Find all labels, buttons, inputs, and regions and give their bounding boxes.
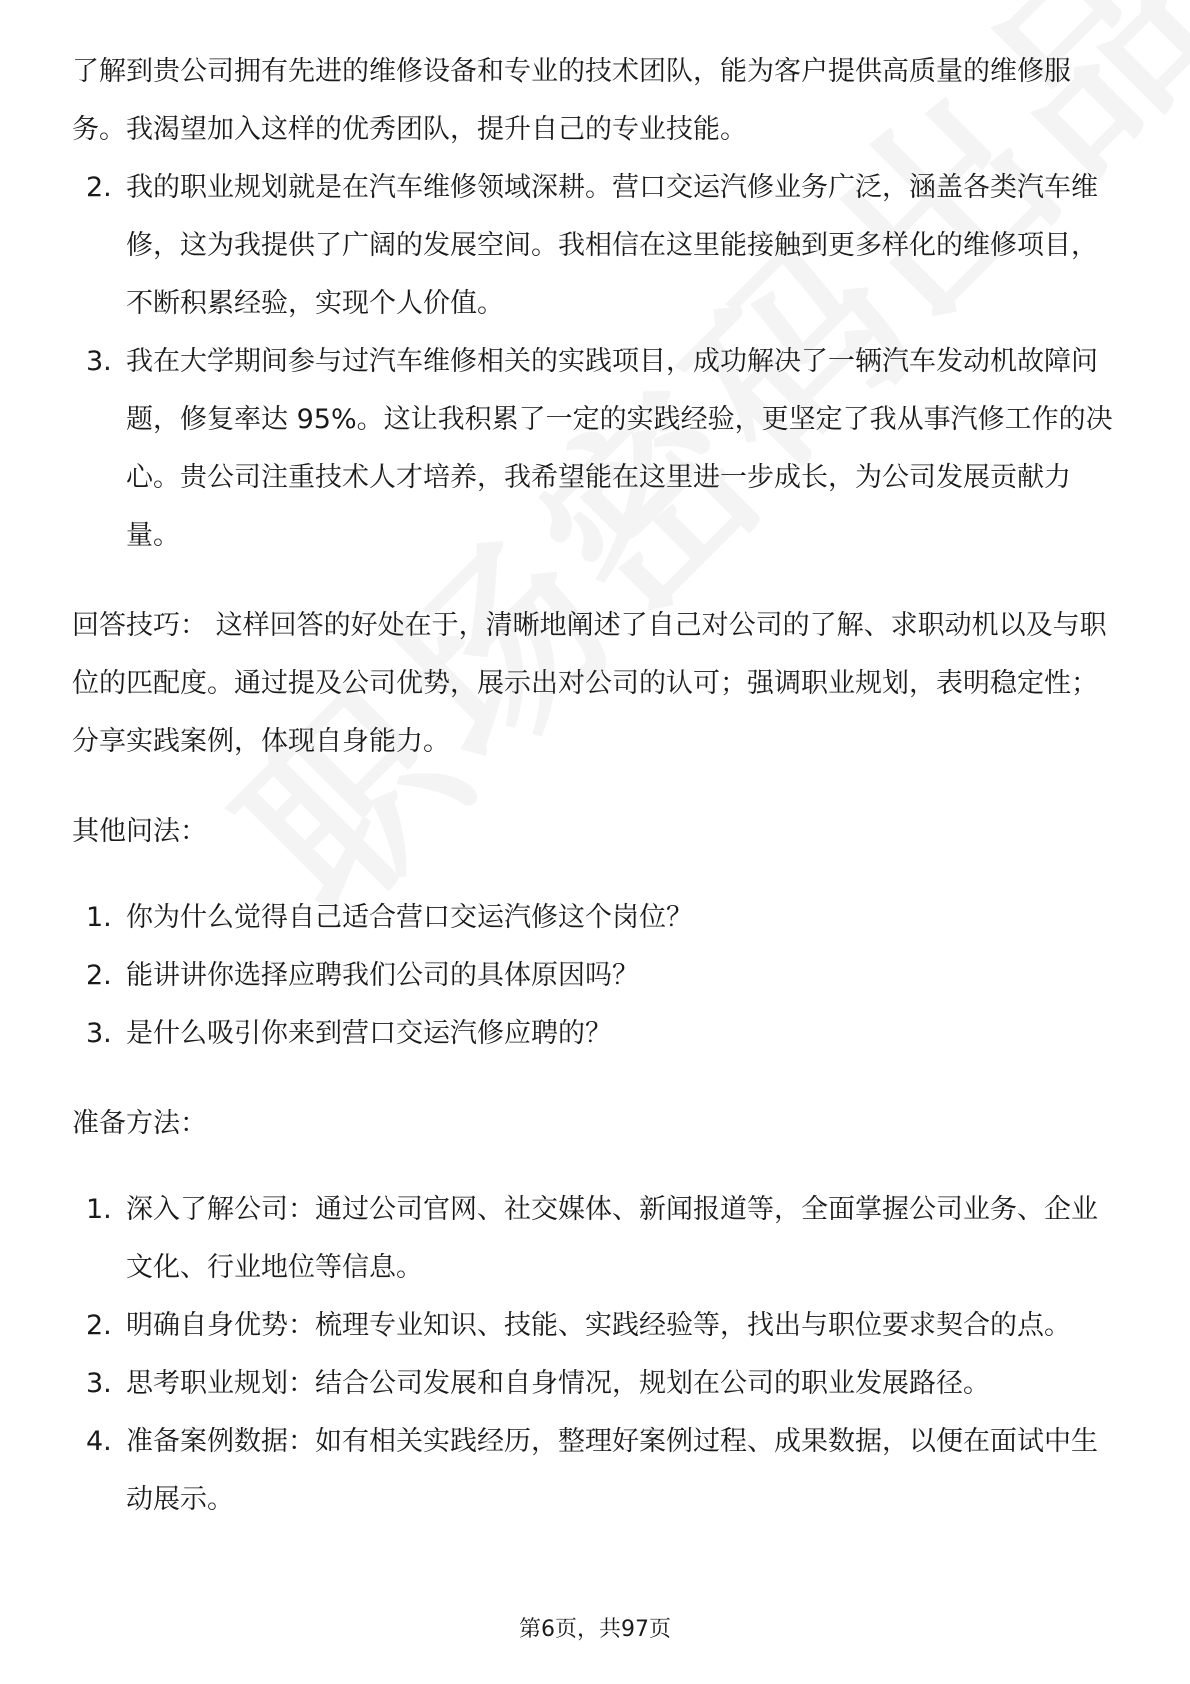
other-questions-heading: 其他问法： [72, 816, 207, 847]
page-number-footer: 第6页，共97页 [519, 1617, 671, 1642]
list-item-text: 准备案例数据：如有相关实践经历，整理好案例过程、成果数据，以便在面试中生动展示。 [126, 1426, 1098, 1515]
list-number: 4. [86, 1426, 112, 1457]
list-item-text: 你为什么觉得自己适合营口交运汽修这个岗位？ [126, 902, 693, 933]
list-item-text: 是什么吸引你来到营口交运汽修应聘的？ [126, 1018, 612, 1049]
list-number: 3. [86, 346, 112, 377]
list-item [72, 1005, 1122, 1063]
answer-list [72, 159, 1122, 565]
list-number: 2. [86, 960, 112, 991]
list-number: 1. [86, 902, 112, 933]
preparation-heading: 准备方法： [72, 1108, 207, 1139]
preparation-list [72, 1181, 1122, 1529]
list-number: 1. [86, 1194, 112, 1225]
continued-paragraph: 了解到贵公司拥有先进的维修设备和专业的技术团队，能为客户提供高质量的维修服务。我渴望加入这样的优秀团队，提升自己的专业技能。 [72, 56, 1071, 145]
list-item-text: 思考职业规划：结合公司发展和自身情况，规划在公司的职业发展路径。 [126, 1368, 990, 1399]
list-item [72, 1181, 1122, 1297]
list-number: 2. [86, 172, 112, 203]
list-item [72, 1355, 1122, 1413]
list-item-text: 我在大学期间参与过汽车维修相关的实践项目，成功解决了一辆汽车发动机故障问题，修复率达 95%。这让我积累了一定的实践经验，更坚定了我从事汽修工作的决心。贵公司注重技术人才培养，我希望能在这里进一步成长，为公司发展贡献力量。 [126, 346, 1113, 551]
list-item [72, 1413, 1122, 1529]
list-number: 2. [86, 1310, 112, 1341]
list-item [72, 889, 1122, 947]
list-item [72, 159, 1122, 333]
answer-tips: 回答技巧： 这样回答的好处在于，清晰地阐述了自己对公司的了解、求职动机以及与职位的匹配度。通过提及公司优势，展示出对公司的认可；强调职业规划，表明稳定性；分享实践案例，体现自身能力。 [72, 610, 1107, 757]
list-item-text: 明确自身优势：梳理专业知识、技能、实践经验等，找出与职位要求契合的点。 [126, 1310, 1071, 1341]
list-number: 3. [86, 1018, 112, 1049]
document-body [72, 43, 1122, 1529]
list-item [72, 333, 1122, 565]
list-number: 3. [86, 1368, 112, 1399]
list-item-text: 能讲讲你选择应聘我们公司的具体原因吗？ [126, 960, 639, 991]
list-item [72, 947, 1122, 1005]
other-questions-list [72, 889, 1122, 1063]
list-item-text: 深入了解公司：通过公司官网、社交媒体、新闻报道等，全面掌握公司业务、企业文化、行业地位等信息。 [126, 1194, 1098, 1283]
list-item-text: 我的职业规划就是在汽车维修领域深耕。营口交运汽修业务广泛，涵盖各类汽车维修，这为我提供了广阔的发展空间。我相信在这里能接触到更多样化的维修项目，不断积累经验，实现个人价值。 [126, 172, 1098, 319]
list-item [72, 1297, 1122, 1355]
